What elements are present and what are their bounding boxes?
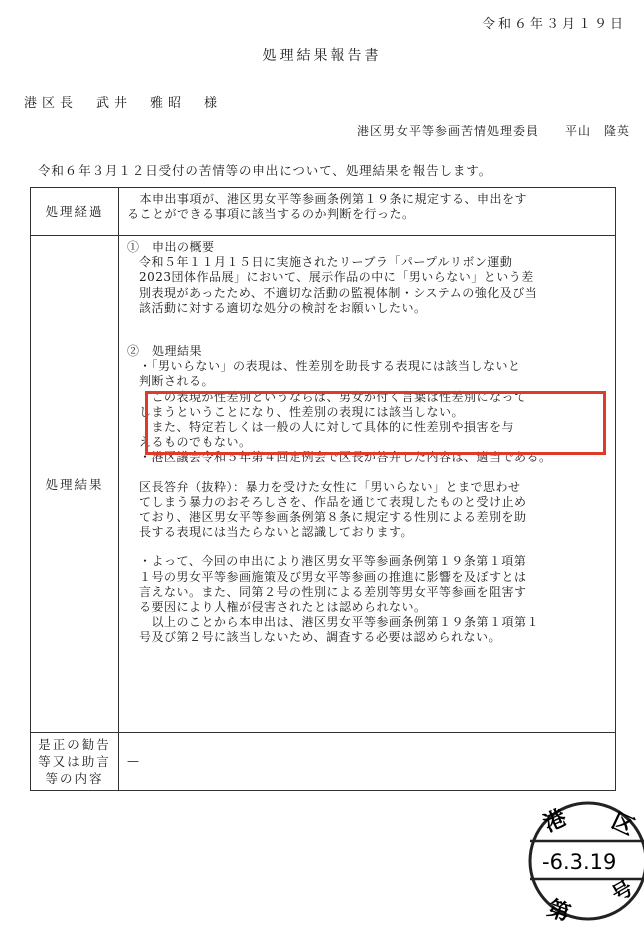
content-process [119, 188, 616, 236]
label-result: 処理結果 [31, 236, 119, 733]
stamp-char: 第 [543, 896, 574, 928]
result-line: 言えない。また、同第２号の性別による差別等男女平等参画を阻害す [139, 584, 527, 599]
result-line: ・よって、今回の申出により港区男女平等参画条例第１９条第１項第 [139, 554, 527, 569]
result-line: る要因により人権が侵害されたとは認められない。 [139, 600, 427, 615]
summary-block [127, 255, 609, 316]
stamp-char: 港 [539, 805, 571, 838]
stamp-char: 号 [607, 875, 637, 907]
section-heading: ② 処理結果 [127, 344, 203, 359]
intro-text: 令和６年３月１２日受付の苦情等の申出について、処理結果を報告します。 [38, 163, 493, 178]
highlight-box [145, 391, 606, 455]
sender: 港区男女平等参画苦情処理委員 平山 隆英 [356, 124, 630, 138]
result-line: ・港区議会令和５年第４回定例会で区長が答弁した内容は、適当である。 [139, 450, 552, 465]
spacer [139, 466, 609, 480]
label-line: 等の内容 [45, 771, 104, 786]
content-result [119, 236, 616, 733]
result-line: 長する表現には当たらないと認識しております。 [139, 525, 414, 540]
summary-line: 2023団体作品展」において、展示作品の中に「男いらない」という差 [139, 270, 534, 285]
receipt-stamp [522, 790, 644, 932]
stamp-date: -6.3.19 [542, 850, 617, 874]
process-line: 本申出事項が、港区男女平等参画条例第１９条に規定する、申出をす [127, 192, 528, 206]
section-heading: ① 申出の概要 [127, 240, 215, 254]
label-line: 等又は助言 [38, 754, 111, 769]
content-recommendation: — [119, 733, 616, 791]
spacer [127, 330, 609, 344]
result-line: ており、港区男女平等参画条例第８条に規定する性別による差別を助 [139, 510, 527, 525]
summary-line: 別表現があったため、不適切な活動の監視体制・システムの強化及び当 [139, 285, 538, 300]
result-line: ・「男いらない」の表現は、性差別を助長する表現には該当しないと [139, 359, 521, 374]
result-line: １号の男女平等参画施策及び男女平等参画の推進に影響を及ぼすとは [139, 569, 527, 584]
stamp-char: 区 [607, 808, 638, 841]
result-line: えるものでもない。 [139, 435, 252, 450]
spacer [127, 316, 609, 330]
summary-line: 令和５年１１月１５日に実施されたリーブラ「パープルリボン運動 [139, 255, 513, 270]
table-row-process [31, 188, 616, 236]
result-line: しまうということになり、性差別の表現には該当しない。 [139, 404, 465, 419]
table-row-recommendation [31, 733, 616, 791]
result-line: 号及び第２号に該当しないため、調査する必要は認められない。 [139, 630, 502, 645]
result-line: 区長答弁（抜粋）：暴力を受けた女性に「男いらない」とまで思わせ [139, 479, 521, 494]
process-line: ることができる事項に該当するのか判断を行った。 [127, 207, 415, 222]
result-line: この表現が性差別というならば、男女が付く言葉は性差別になって [139, 389, 527, 404]
addressee: 港区長 武井 雅昭 様 [24, 96, 223, 111]
result-line: 以上のことから本申出は、港区男女平等参画条例第１９条第１項第１ [139, 615, 540, 630]
spacer [139, 540, 609, 554]
label-recommendation [31, 733, 119, 791]
label-line: 是正の勧告 [38, 737, 111, 752]
result-line: てしまう暴力のおそろしさを、作品を通じて表現したものと受け止め [139, 494, 527, 509]
table-row-result [31, 236, 616, 733]
result-line: 判断される。 [139, 374, 215, 389]
label-process: 処理経過 [31, 188, 119, 236]
result-line: また、特定若しくは一般の人に対して具体的に性差別や損害を与 [139, 420, 515, 435]
report-table [30, 187, 616, 791]
page-title: 処理結果報告書 [262, 48, 382, 64]
summary-line: 該活動に対する適切な処分の検討をお願いしたい。 [139, 300, 427, 315]
report-date: 令和６年３月１９日 [481, 17, 626, 32]
